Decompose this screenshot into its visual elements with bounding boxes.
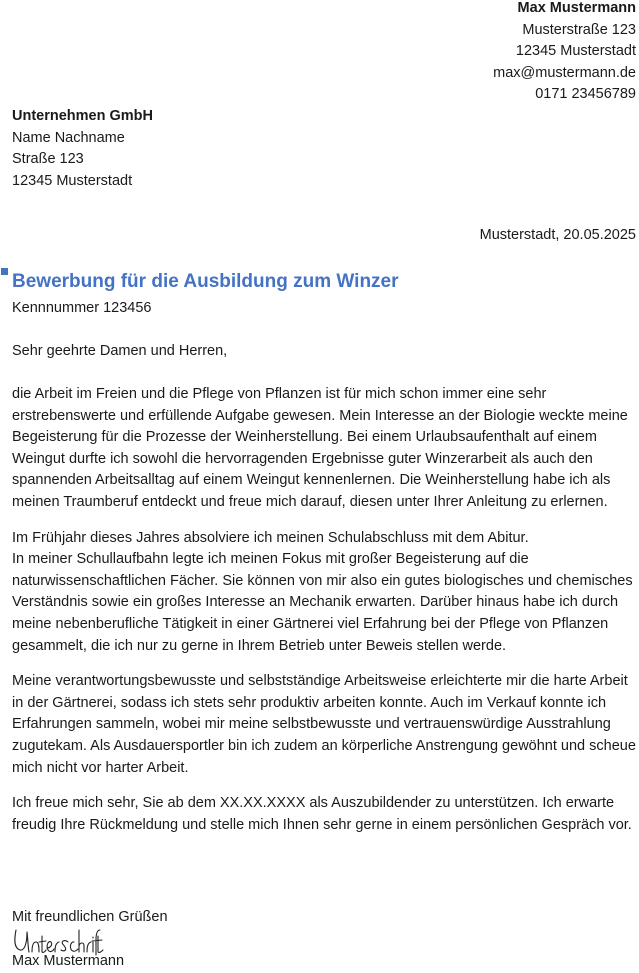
- recipient-city: 12345 Musterstadt: [12, 172, 133, 189]
- sender-street: Musterstraße 123: [522, 21, 636, 38]
- letter-date: Musterstadt, 20.05.2025: [479, 227, 636, 243]
- letter-subject: Bewerbung für die Ausbildung zum Winzer: [12, 271, 399, 292]
- reference-number: Kennnummer 123456: [12, 300, 152, 316]
- recipient-company: Unternehmen GmbH: [12, 108, 153, 124]
- signer-name: Max Mustermann: [12, 953, 125, 969]
- paragraph-motivation: die Arbeit im Freien und die Pflege von Pflanzen ist für mich schon immer eine sehr erstrebenswerte und erfüllende Aufgabe gewesen. Mein Interesse an der Biologie weckte meine Begeisterung für die Prozesse der Weinherstellung. Bei einem Urlaubsaufenthalt auf einem Weingut durfte ich sowohl die hervorragenden Ergebnisse guter Winzerarbeit als auch den spannenden Arbeitsalltag auf einem Weingut kennenlernen. Die Weinherstellung habe ich als meinen Traumberuf entdeckt und freue mich darauf, diesen unter Ihrer Anleitung zu erlernen.: [12, 386, 628, 510]
- closing-phrase: Mit freundlichen Grüßen: [12, 909, 168, 925]
- paragraph-conclusion: Ich freue mich sehr, Sie ab dem XX.XX.XXXX als Auszubildender zu unterstützen. Ich erwarte freudig Ihre Rückmeldung und stelle mich Ihnen sehr gerne in einem persönlichen Gespräch vor.: [12, 795, 632, 833]
- sender-name: Max Mustermann: [517, 0, 636, 16]
- paragraph-education: Im Frühjahr dieses Jahres absolviere ich meinen Schulabschluss mit dem Abitur. In meiner Schullaufbahn legte ich meinen Fokus mit großer Begeisterung auf die naturwissenschaftlichen Fächer. Sie können von mir also ein gutes biologisches und chemisches Verständnis sowie ein großes Interesse an Mechanik erwarten. Darüber hinaus habe ich durch meine nebenberufliche Tätigkeit in einer Gärtnerei viel Erfahrung bei der Pflege von Pflanzen gesammelt, die ich nur zu gerne in Ihrem Betrieb unter Beweis stellen werde.: [12, 529, 633, 654]
- recipient-street: Straße 123: [12, 151, 84, 168]
- salutation: Sehr geehrte Damen und Herren,: [12, 343, 228, 359]
- subject-marker: [1, 268, 8, 275]
- letter-body: [12, 384, 636, 850]
- sender-block: [493, 0, 636, 106]
- recipient-block: [12, 106, 153, 192]
- paragraph-skills: Meine verantwortungsbewusste und selbstständige Arbeitsweise erleichterte mir die harte Arbeit in der Gärtnerei, sodass ich stets sehr produktiv arbeiten konnte. Auch im Verkauf konnte ich Erfahrungen sammeln, wobei mir meine selbstbewusste und vertrauenswürdige Ausstrahlung zugutekam. Als Ausdauersportler bin ich zudem an körperliche Anstrengung gewöhnt und scheue mich nicht vor harter Arbeit.: [12, 673, 636, 776]
- sender-email: max@mustermann.de: [493, 64, 636, 81]
- sender-city: 12345 Musterstadt: [515, 43, 636, 60]
- recipient-contact: Name Nachname: [12, 129, 125, 146]
- sender-phone: 0171 23456789: [535, 86, 636, 103]
